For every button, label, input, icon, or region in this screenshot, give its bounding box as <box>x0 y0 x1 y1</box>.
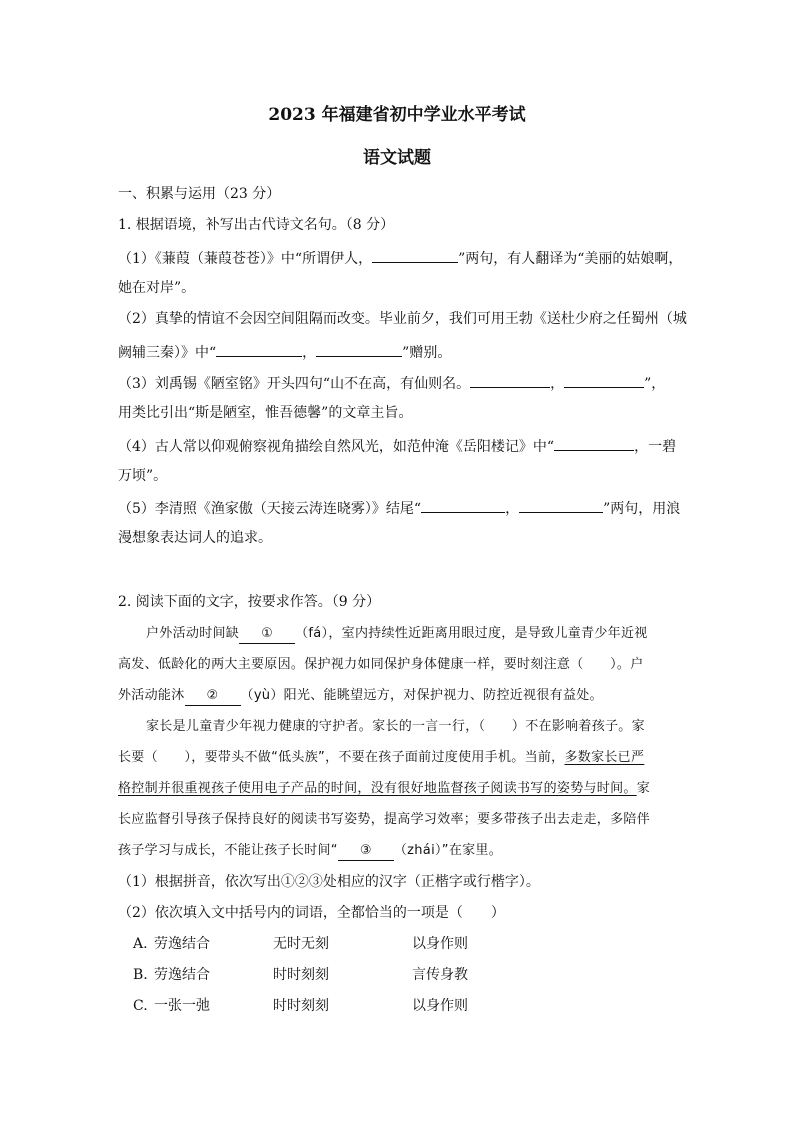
q1-item-1-cont: 她在对岸”。 <box>118 280 196 296</box>
option-word: 时时刻刻 <box>273 998 329 1014</box>
blank-marker-1[interactable]: ① <box>239 625 295 644</box>
passage-line: 高发、低龄化的两大主要原因。保护视力如同保护身体健康一样，要时刻注意（ ）。户 <box>118 657 644 672</box>
option-letter: C. <box>133 998 148 1014</box>
q1-item-2-cont: 阙辅三秦）》中“ ， ”赠别。 <box>118 342 451 362</box>
passage-line: 孩子学习与成长，不能让孩子长时间“ ③ （zhái）”在家里。 <box>118 842 502 861</box>
option-word: 言传身教 <box>412 967 468 983</box>
exam-title: 2023 年福建省初中学业水平考试 <box>268 105 526 125</box>
option-word: 一张一弛 <box>154 998 210 1014</box>
passage-line: 长要（ ），要带头不做“低头族”，不要在孩子面前过度使用手机。当前，多数家长已严 <box>118 750 645 765</box>
answer-blank[interactable] <box>519 498 603 513</box>
q1-item-3-cont: 用类比引出“斯是陋室，惟吾德馨”的文章主旨。 <box>118 405 413 421</box>
section-heading: 一、积累与运用（23 分） <box>118 186 281 202</box>
option-word: 时时刻刻 <box>273 967 329 983</box>
answer-blank[interactable] <box>470 373 550 388</box>
option-word: 以身作则 <box>412 998 468 1014</box>
q1-item-5: （5）李清照《渔家傲（天接云涛连晓雾）》结尾“ ， ”两句，用浪 <box>118 498 680 518</box>
option-letter: B. <box>133 967 148 983</box>
option-letter: A. <box>133 936 148 952</box>
answer-blank[interactable] <box>372 248 458 263</box>
question-2-stem: 2. 阅读下面的文字，按要求作答。（9 分） <box>118 594 381 610</box>
answer-blank[interactable] <box>421 498 505 513</box>
underlined-sentence: 多数家长已严 <box>564 750 645 765</box>
passage-line: 户外活动时间缺 ① （fá），室内持续性近距离用眼过度，是导致儿童青少年近视 <box>146 625 648 644</box>
option-word: 无时无刻 <box>273 936 329 952</box>
option-word: 劳逸结合 <box>154 967 210 983</box>
option-word: 以身作则 <box>412 936 468 952</box>
exam-subtitle: 语文试题 <box>363 148 431 168</box>
underlined-sentence: 格控制并很重视孩子使用电子产品的时间，没有很好地监督孩子阅读书写的姿势与时间。 <box>118 781 637 796</box>
blank-marker-2[interactable]: ② <box>185 687 241 706</box>
passage-line: 家长是儿童青少年视力健康的守护者。家长的一言一行，（ ）不在影响着孩子。家 <box>146 719 645 734</box>
q1-item-4: （4）古人常以仰观俯察视角描绘自然风光，如范仲淹《岳阳楼记》中“ ，一碧 <box>118 436 676 456</box>
q1-item-4-cont: 万顷”。 <box>118 468 168 484</box>
answer-blank[interactable] <box>554 436 634 451</box>
q1-item-1: （1）《蒹葭（蒹葭苍苍）》中“所谓伊人， ”两句，有人翻译为“美丽的姑娘啊， <box>118 248 682 268</box>
answer-blank[interactable] <box>316 342 402 357</box>
passage-line: 长应监督引导孩子保持良好的阅读书写姿势，提高学习效率；要多带孩子出去走走，多陪伴 <box>118 812 651 827</box>
q1-item-5-cont: 漫想象表达词人的追求。 <box>118 530 272 546</box>
q1-item-2: （2）真挚的情谊不会因空间阻隔而改变。毕业前夕，我们可用王勃《送杜少府之任蜀州（城 <box>118 311 687 327</box>
answer-blank[interactable] <box>216 342 302 357</box>
answer-blank[interactable] <box>564 373 644 388</box>
question-1-stem: 1. 根据语境，补写出古代诗文名句。（8 分） <box>118 217 395 233</box>
passage-line: 外活动能沐 ② （yù）阳光、能眺望远方，对保护视力、防控近视很有益处。 <box>118 687 603 706</box>
q2-sub-question-1: （1）根据拼音，依次写出①②③处相应的汉字（正楷字或行楷字）。 <box>118 874 540 890</box>
blank-marker-3[interactable]: ③ <box>338 842 394 861</box>
passage-line: 格控制并很重视孩子使用电子产品的时间，没有很好地监督孩子阅读书写的姿势与时间。家 <box>118 781 651 796</box>
q1-item-3: （3）刘禹锡《陋室铭》开头四句“山不在高，有仙则名。 ， ”， <box>118 373 665 393</box>
option-word: 劳逸结合 <box>154 936 210 952</box>
q2-sub-question-2: （2）依次填入文中括号内的词语，全都恰当的一项是（ ） <box>118 905 505 921</box>
